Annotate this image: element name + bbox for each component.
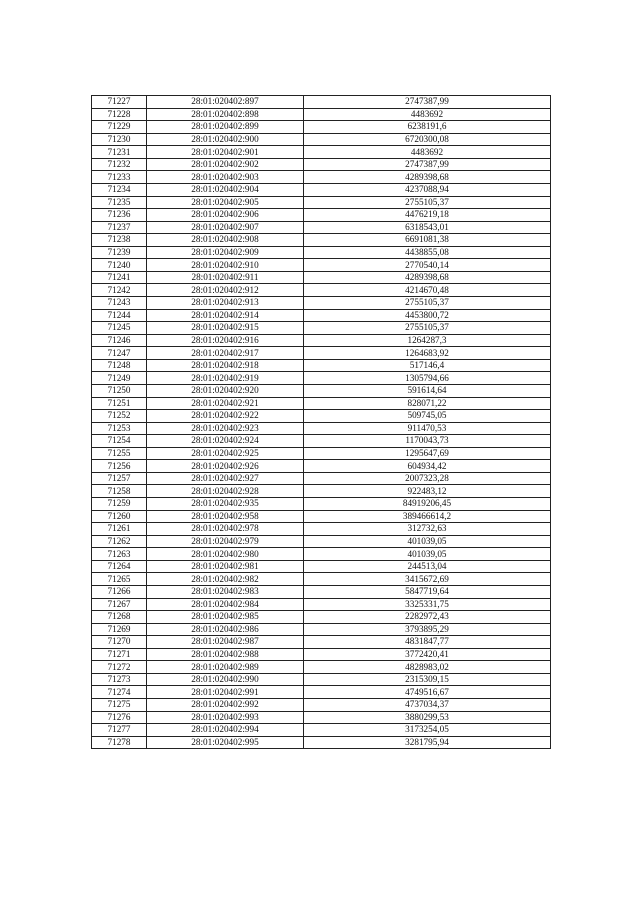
cadastral-value-table [91, 95, 551, 749]
row-number-cell: 71252 [92, 410, 147, 423]
cadastral-value-cell: 3281795,94 [304, 736, 551, 749]
cadastral-number-cell: 28:01:020402:926 [147, 460, 304, 473]
row-number-cell: 71268 [92, 611, 147, 624]
table-row [92, 158, 551, 171]
cadastral-value-cell: 1305794,66 [304, 372, 551, 385]
cadastral-value-cell: 1295647,69 [304, 447, 551, 460]
cadastral-value-cell: 389466614,2 [304, 510, 551, 523]
table-row [92, 623, 551, 636]
table-row [92, 284, 551, 297]
table-row [92, 510, 551, 523]
row-number-cell: 71262 [92, 535, 147, 548]
table-row [92, 435, 551, 448]
row-number-cell: 71246 [92, 334, 147, 347]
row-number-cell: 71251 [92, 397, 147, 410]
cadastral-number-cell: 28:01:020402:912 [147, 284, 304, 297]
cadastral-value-cell: 3880299,53 [304, 711, 551, 724]
row-number-cell: 71270 [92, 636, 147, 649]
cadastral-number-cell: 28:01:020402:935 [147, 498, 304, 511]
row-number-cell: 71245 [92, 322, 147, 335]
cadastral-number-cell: 28:01:020402:918 [147, 359, 304, 372]
cadastral-number-cell: 28:01:020402:991 [147, 686, 304, 699]
row-number-cell: 71255 [92, 447, 147, 460]
cadastral-number-cell: 28:01:020402:899 [147, 121, 304, 134]
cadastral-value-cell: 401039,05 [304, 548, 551, 561]
cadastral-value-cell: 4289398,68 [304, 171, 551, 184]
row-number-cell: 71260 [92, 510, 147, 523]
cadastral-number-cell: 28:01:020402:995 [147, 736, 304, 749]
cadastral-value-cell: 2007323,28 [304, 472, 551, 485]
cadastral-number-cell: 28:01:020402:921 [147, 397, 304, 410]
cadastral-number-cell: 28:01:020402:914 [147, 309, 304, 322]
cadastral-value-cell: 2747387,99 [304, 96, 551, 109]
row-number-cell: 71276 [92, 711, 147, 724]
cadastral-value-cell: 517146,4 [304, 359, 551, 372]
cadastral-number-cell: 28:01:020402:993 [147, 711, 304, 724]
table-row [92, 711, 551, 724]
cadastral-value-cell: 2755105,37 [304, 322, 551, 335]
table-row [92, 460, 551, 473]
cadastral-value-cell: 84919206,45 [304, 498, 551, 511]
row-number-cell: 71253 [92, 422, 147, 435]
table-row [92, 410, 551, 423]
table-body [92, 96, 551, 749]
cadastral-number-cell: 28:01:020402:922 [147, 410, 304, 423]
table-row [92, 309, 551, 322]
cadastral-number-cell: 28:01:020402:902 [147, 158, 304, 171]
cadastral-number-cell: 28:01:020402:907 [147, 221, 304, 234]
cadastral-number-cell: 28:01:020402:990 [147, 673, 304, 686]
cadastral-number-cell: 28:01:020402:988 [147, 648, 304, 661]
table-row [92, 384, 551, 397]
table-row [92, 359, 551, 372]
table-row [92, 397, 551, 410]
cadastral-number-cell: 28:01:020402:908 [147, 234, 304, 247]
row-number-cell: 71261 [92, 523, 147, 536]
row-number-cell: 71263 [92, 548, 147, 561]
table-row [92, 686, 551, 699]
table-row [92, 246, 551, 259]
cadastral-value-cell: 604934,42 [304, 460, 551, 473]
row-number-cell: 71243 [92, 297, 147, 310]
table-row [92, 259, 551, 272]
table-row [92, 636, 551, 649]
cadastral-value-cell: 2315309,15 [304, 673, 551, 686]
table-row [92, 598, 551, 611]
table-row [92, 183, 551, 196]
row-number-cell: 71258 [92, 485, 147, 498]
table-row [92, 322, 551, 335]
table-row [92, 234, 551, 247]
row-number-cell: 71244 [92, 309, 147, 322]
row-number-cell: 71273 [92, 673, 147, 686]
cadastral-number-cell: 28:01:020402:928 [147, 485, 304, 498]
table-row [92, 447, 551, 460]
table-row [92, 611, 551, 624]
cadastral-value-cell: 4737034,37 [304, 699, 551, 712]
cadastral-number-cell: 28:01:020402:920 [147, 384, 304, 397]
row-number-cell: 71267 [92, 598, 147, 611]
cadastral-number-cell: 28:01:020402:981 [147, 560, 304, 573]
cadastral-number-cell: 28:01:020402:919 [147, 372, 304, 385]
table-row [92, 523, 551, 536]
row-number-cell: 71256 [92, 460, 147, 473]
cadastral-value-cell: 401039,05 [304, 535, 551, 548]
cadastral-value-cell: 3173254,05 [304, 724, 551, 737]
cadastral-value-cell: 509745,05 [304, 410, 551, 423]
row-number-cell: 71235 [92, 196, 147, 209]
row-number-cell: 71278 [92, 736, 147, 749]
cadastral-value-cell: 3772420,41 [304, 648, 551, 661]
cadastral-number-cell: 28:01:020402:915 [147, 322, 304, 335]
cadastral-number-cell: 28:01:020402:897 [147, 96, 304, 109]
cadastral-value-cell: 3325331,75 [304, 598, 551, 611]
cadastral-value-cell: 4214670,48 [304, 284, 551, 297]
table-row [92, 560, 551, 573]
row-number-cell: 71274 [92, 686, 147, 699]
cadastral-value-cell: 4476219,18 [304, 209, 551, 222]
cadastral-number-cell: 28:01:020402:982 [147, 573, 304, 586]
row-number-cell: 71234 [92, 183, 147, 196]
row-number-cell: 71228 [92, 108, 147, 121]
cadastral-number-cell: 28:01:020402:903 [147, 171, 304, 184]
table-row [92, 297, 551, 310]
row-number-cell: 71232 [92, 158, 147, 171]
cadastral-value-cell: 2755105,37 [304, 297, 551, 310]
cadastral-value-cell: 244513,04 [304, 560, 551, 573]
cadastral-number-cell: 28:01:020402:898 [147, 108, 304, 121]
cadastral-number-cell: 28:01:020402:910 [147, 259, 304, 272]
table-row [92, 661, 551, 674]
table-row [92, 96, 551, 109]
table-row [92, 221, 551, 234]
row-number-cell: 71240 [92, 259, 147, 272]
cadastral-value-cell: 591614,64 [304, 384, 551, 397]
cadastral-number-cell: 28:01:020402:917 [147, 347, 304, 360]
cadastral-number-cell: 28:01:020402:916 [147, 334, 304, 347]
row-number-cell: 71249 [92, 372, 147, 385]
row-number-cell: 71264 [92, 560, 147, 573]
cadastral-value-cell: 828071,22 [304, 397, 551, 410]
table-row [92, 498, 551, 511]
cadastral-value-cell: 4828983,02 [304, 661, 551, 674]
cadastral-value-cell: 6691081,38 [304, 234, 551, 247]
row-number-cell: 71275 [92, 699, 147, 712]
cadastral-value-cell: 3415672,69 [304, 573, 551, 586]
cadastral-value-cell: 4831847,77 [304, 636, 551, 649]
cadastral-value-cell: 911470,53 [304, 422, 551, 435]
row-number-cell: 71257 [92, 472, 147, 485]
cadastral-value-cell: 4749516,67 [304, 686, 551, 699]
cadastral-value-cell: 4237088,94 [304, 183, 551, 196]
table-row [92, 196, 551, 209]
row-number-cell: 71231 [92, 146, 147, 159]
table-row [92, 133, 551, 146]
cadastral-number-cell: 28:01:020402:911 [147, 271, 304, 284]
row-number-cell: 71242 [92, 284, 147, 297]
cadastral-value-cell: 6318543,01 [304, 221, 551, 234]
cadastral-value-cell: 4483692 [304, 146, 551, 159]
row-number-cell: 71229 [92, 121, 147, 134]
row-number-cell: 71239 [92, 246, 147, 259]
row-number-cell: 71238 [92, 234, 147, 247]
row-number-cell: 71265 [92, 573, 147, 586]
cadastral-number-cell: 28:01:020402:994 [147, 724, 304, 737]
cadastral-value-cell: 5847719,64 [304, 585, 551, 598]
table-row [92, 171, 551, 184]
row-number-cell: 71233 [92, 171, 147, 184]
cadastral-value-cell: 4289398,68 [304, 271, 551, 284]
cadastral-value-cell: 1264683,92 [304, 347, 551, 360]
row-number-cell: 71236 [92, 209, 147, 222]
cadastral-number-cell: 28:01:020402:923 [147, 422, 304, 435]
cadastral-value-cell: 2747387,99 [304, 158, 551, 171]
cadastral-number-cell: 28:01:020402:983 [147, 585, 304, 598]
table-row [92, 472, 551, 485]
cadastral-value-cell: 4483692 [304, 108, 551, 121]
cadastral-number-cell: 28:01:020402:905 [147, 196, 304, 209]
cadastral-number-cell: 28:01:020402:989 [147, 661, 304, 674]
cadastral-value-cell: 312732,63 [304, 523, 551, 536]
cadastral-value-cell: 3793895,29 [304, 623, 551, 636]
table-row [92, 485, 551, 498]
cadastral-value-cell: 1170043,73 [304, 435, 551, 448]
table-row [92, 422, 551, 435]
cadastral-number-cell: 28:01:020402:924 [147, 435, 304, 448]
table-row [92, 724, 551, 737]
cadastral-number-cell: 28:01:020402:992 [147, 699, 304, 712]
table-row [92, 648, 551, 661]
row-number-cell: 71266 [92, 585, 147, 598]
cadastral-value-cell: 6238191,6 [304, 121, 551, 134]
cadastral-number-cell: 28:01:020402:904 [147, 183, 304, 196]
cadastral-number-cell: 28:01:020402:927 [147, 472, 304, 485]
table-row [92, 108, 551, 121]
cadastral-number-cell: 28:01:020402:909 [147, 246, 304, 259]
row-number-cell: 71259 [92, 498, 147, 511]
table-row [92, 548, 551, 561]
row-number-cell: 71241 [92, 271, 147, 284]
row-number-cell: 71272 [92, 661, 147, 674]
table-row [92, 146, 551, 159]
table-row [92, 535, 551, 548]
cadastral-number-cell: 28:01:020402:987 [147, 636, 304, 649]
cadastral-number-cell: 28:01:020402:978 [147, 523, 304, 536]
cadastral-number-cell: 28:01:020402:925 [147, 447, 304, 460]
table-row [92, 673, 551, 686]
row-number-cell: 71250 [92, 384, 147, 397]
cadastral-number-cell: 28:01:020402:979 [147, 535, 304, 548]
cadastral-number-cell: 28:01:020402:986 [147, 623, 304, 636]
table-row [92, 585, 551, 598]
cadastral-value-cell: 1264287,3 [304, 334, 551, 347]
table-row [92, 372, 551, 385]
row-number-cell: 71230 [92, 133, 147, 146]
table-row [92, 573, 551, 586]
cadastral-number-cell: 28:01:020402:906 [147, 209, 304, 222]
cadastral-number-cell: 28:01:020402:985 [147, 611, 304, 624]
cadastral-value-cell: 4438855,08 [304, 246, 551, 259]
cadastral-value-cell: 6720300,08 [304, 133, 551, 146]
table-row [92, 271, 551, 284]
table-row [92, 699, 551, 712]
cadastral-number-cell: 28:01:020402:901 [147, 146, 304, 159]
cadastral-value-cell: 4453800,72 [304, 309, 551, 322]
row-number-cell: 71271 [92, 648, 147, 661]
table-row [92, 347, 551, 360]
cadastral-number-cell: 28:01:020402:900 [147, 133, 304, 146]
table-row [92, 334, 551, 347]
cadastral-value-cell: 922483,12 [304, 485, 551, 498]
cadastral-number-cell: 28:01:020402:980 [147, 548, 304, 561]
row-number-cell: 71254 [92, 435, 147, 448]
cadastral-number-cell: 28:01:020402:913 [147, 297, 304, 310]
row-number-cell: 71227 [92, 96, 147, 109]
row-number-cell: 71248 [92, 359, 147, 372]
cadastral-value-cell: 2282972,43 [304, 611, 551, 624]
cadastral-number-cell: 28:01:020402:958 [147, 510, 304, 523]
cadastral-value-cell: 2755105,37 [304, 196, 551, 209]
table-row [92, 209, 551, 222]
table-row [92, 736, 551, 749]
row-number-cell: 71277 [92, 724, 147, 737]
cadastral-number-cell: 28:01:020402:984 [147, 598, 304, 611]
table-row [92, 121, 551, 134]
row-number-cell: 71237 [92, 221, 147, 234]
cadastral-value-cell: 2770540,14 [304, 259, 551, 272]
row-number-cell: 71269 [92, 623, 147, 636]
row-number-cell: 71247 [92, 347, 147, 360]
